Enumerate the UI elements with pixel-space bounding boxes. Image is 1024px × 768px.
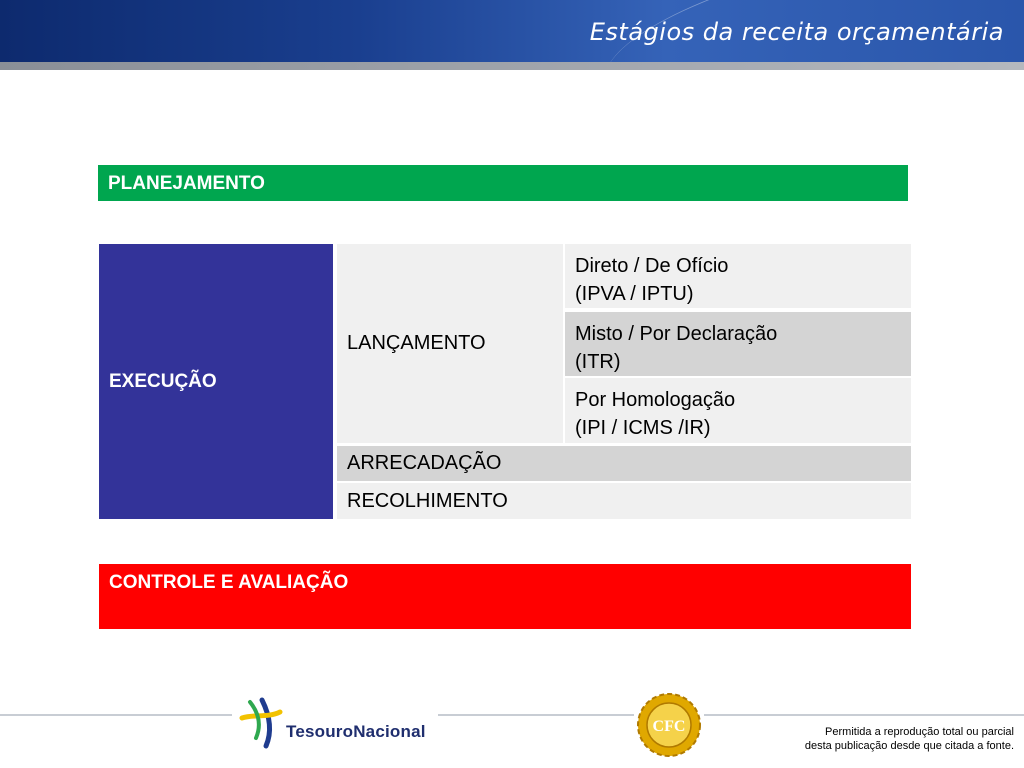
item-line2: (ITR)	[575, 351, 621, 373]
recolhimento-label: RECOLHIMENTO	[347, 489, 508, 512]
header-banner	[0, 0, 1024, 62]
item-line2: (IPVA / IPTU)	[575, 283, 694, 305]
item-line2: (IPI / ICMS /IR)	[575, 417, 711, 439]
tesouro-nacional-wordmark: TesouroNacional	[286, 722, 426, 741]
item-line1: Misto / Por Declaração	[575, 323, 778, 345]
lancamento-item-direto	[565, 244, 911, 308]
lancamento-item-misto	[565, 312, 911, 376]
footer-divider-left	[0, 714, 232, 716]
notice-line1: Permitida a reprodução total ou parcial	[825, 726, 1014, 738]
lancamento-box	[337, 244, 563, 443]
reproduction-notice	[805, 725, 1014, 753]
arrecadacao-row	[337, 446, 911, 481]
item-line1: Direto / De Ofício	[575, 255, 729, 277]
notice-line2: desta publicação desde que citada a fonte.	[804, 740, 1014, 752]
execucao-box	[99, 244, 333, 519]
planejamento-bar: PLANEJAMENTO	[98, 165, 908, 201]
lancamento-label: LANÇAMENTO	[347, 332, 486, 354]
seal-text: CFC	[652, 718, 686, 735]
cfc-seal	[636, 692, 702, 758]
footer-divider-middle	[438, 714, 634, 716]
arrecadacao-label: ARRECADAÇÃO	[347, 452, 502, 474]
execucao-label: EXECUÇÃO	[109, 370, 217, 392]
header-strip	[0, 62, 1024, 70]
page-title: Estágios da receita orçamentária	[589, 18, 1004, 46]
item-line1: Por Homologação	[575, 389, 736, 411]
recolhimento-row	[337, 483, 911, 519]
lancamento-item-homologacao	[565, 378, 911, 443]
footer-divider-right	[704, 714, 1024, 716]
controle-bar: CONTROLE E AVALIAÇÃO	[99, 564, 911, 629]
